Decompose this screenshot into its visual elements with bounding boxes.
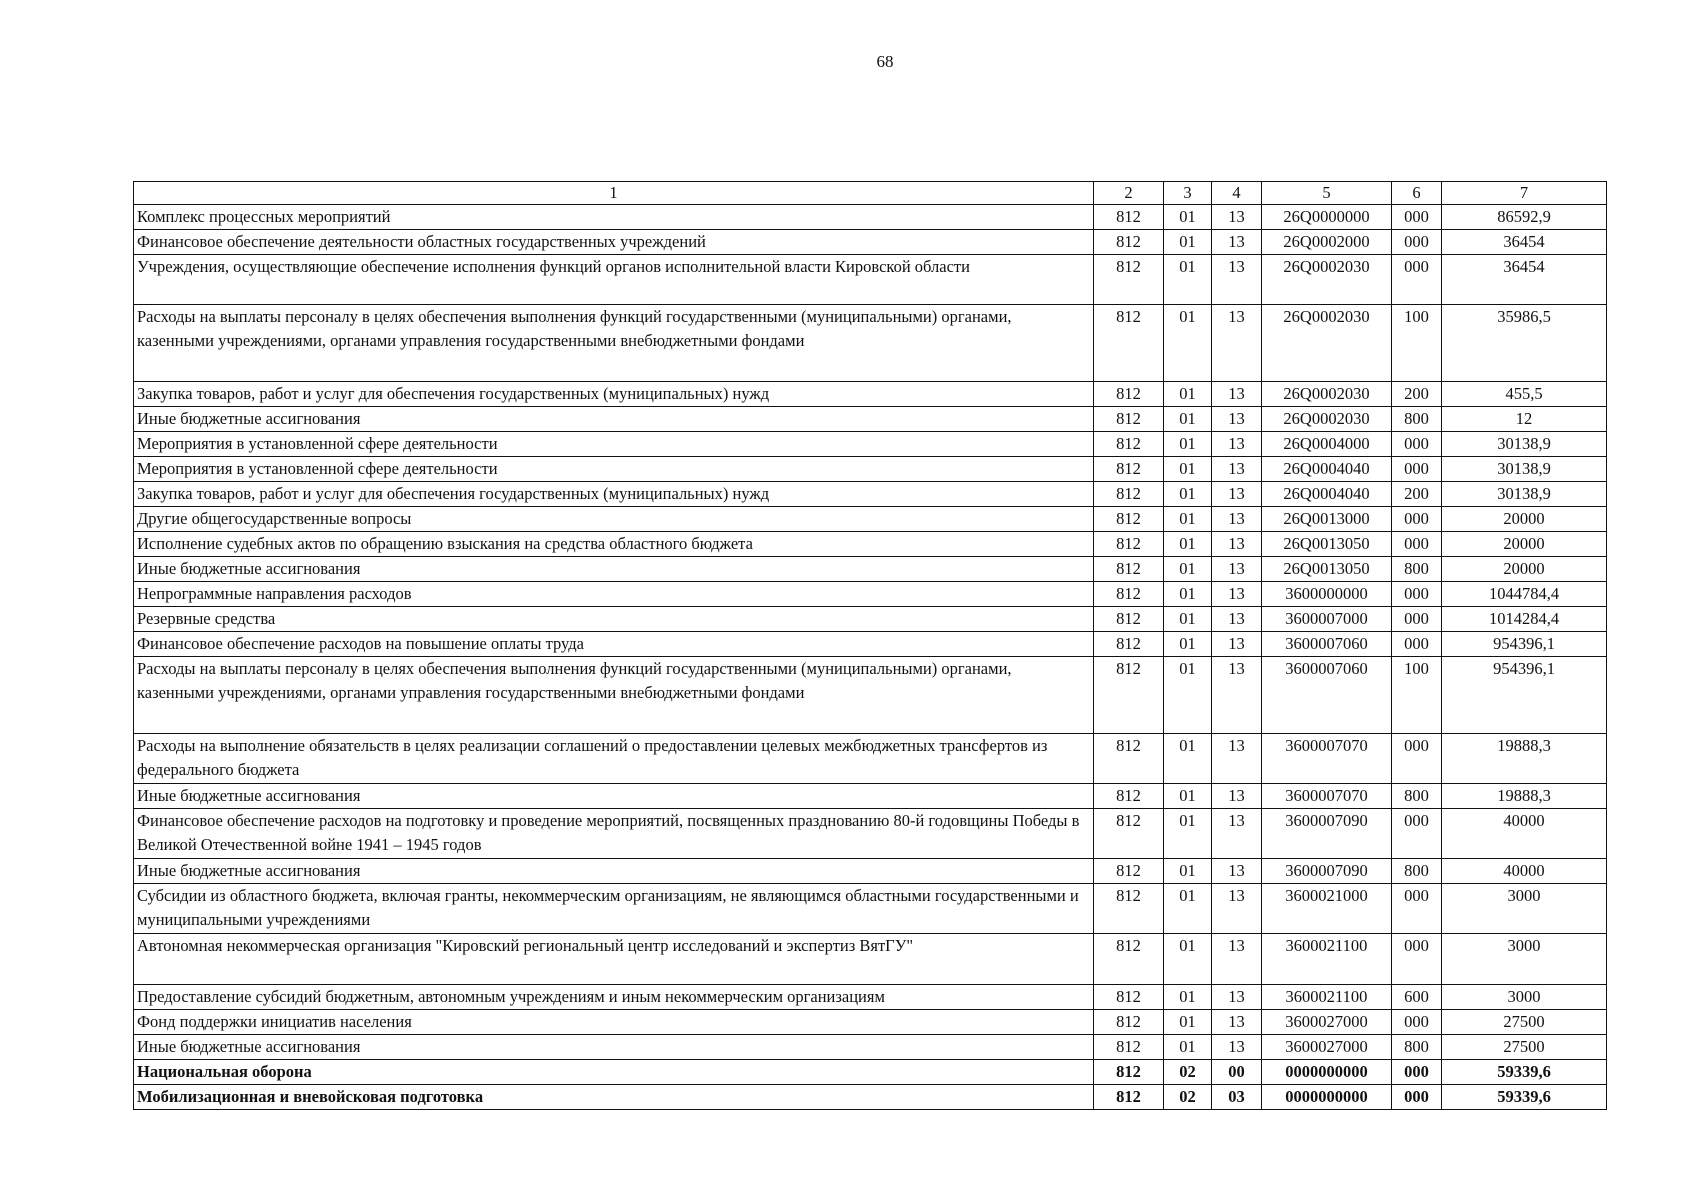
row-code-ministry: 812: [1094, 205, 1164, 230]
row-code-ministry: 812: [1094, 507, 1164, 532]
row-code-section: 01: [1164, 607, 1212, 632]
row-code-target: 0000000000: [1262, 1060, 1392, 1085]
row-name: Финансовое обеспечение деятельности областных государственных учреждений: [134, 230, 1094, 255]
row-code-section: 01: [1164, 507, 1212, 532]
row-code-subsection: 13: [1212, 1035, 1262, 1060]
row-name: Расходы на выплаты персоналу в целях обеспечения выполнения функций государственными (муниципальными) органами, казенными учреждениями, органами управления государственными внебюджетными фондами: [134, 657, 1094, 734]
row-amount: 59339,6: [1442, 1060, 1607, 1085]
table-row: [134, 934, 1607, 985]
row-amount: 1014284,4: [1442, 607, 1607, 632]
header-row: [134, 182, 1607, 205]
row-name: Иные бюджетные ассигнования: [134, 784, 1094, 809]
row-code-target: 26Q0002030: [1262, 407, 1392, 432]
row-code-ministry: 812: [1094, 859, 1164, 884]
row-code-expense-type: 000: [1392, 734, 1442, 784]
row-amount: 3000: [1442, 985, 1607, 1010]
row-code-ministry: 812: [1094, 1060, 1164, 1085]
row-name: Исполнение судебных актов по обращению взыскания на средства областного бюджета: [134, 532, 1094, 557]
row-code-target: 3600021100: [1262, 934, 1392, 985]
row-name: Субсидии из областного бюджета, включая гранты, некоммерческим организациям, не являющимся областными государственными и муниципальными учреждениями: [134, 884, 1094, 934]
row-code-expense-type: 000: [1392, 432, 1442, 457]
row-name: Иные бюджетные ассигнования: [134, 1035, 1094, 1060]
row-code-section: 01: [1164, 657, 1212, 734]
table-row: [134, 482, 1607, 507]
row-code-target: 26Q0002030: [1262, 255, 1392, 305]
row-code-subsection: 13: [1212, 884, 1262, 934]
row-code-subsection: 13: [1212, 482, 1262, 507]
row-name: Мобилизационная и вневойсковая подготовка: [134, 1085, 1094, 1110]
row-amount: 30138,9: [1442, 432, 1607, 457]
row-code-ministry: 812: [1094, 432, 1164, 457]
row-code-section: 01: [1164, 809, 1212, 859]
table-row: [134, 557, 1607, 582]
header-col-1: 1: [134, 182, 1094, 205]
row-amount: 35986,5: [1442, 305, 1607, 382]
row-code-ministry: 812: [1094, 532, 1164, 557]
row-code-target: 3600007060: [1262, 632, 1392, 657]
row-code-subsection: 13: [1212, 507, 1262, 532]
row-code-subsection: 13: [1212, 432, 1262, 457]
row-code-expense-type: 000: [1392, 205, 1442, 230]
row-code-target: 26Q0000000: [1262, 205, 1392, 230]
header-col-7: 7: [1442, 182, 1607, 205]
header-col-4: 4: [1212, 182, 1262, 205]
table-row: [134, 985, 1607, 1010]
row-amount: 86592,9: [1442, 205, 1607, 230]
row-code-section: 01: [1164, 457, 1212, 482]
row-code-ministry: 812: [1094, 985, 1164, 1010]
row-code-section: 01: [1164, 255, 1212, 305]
row-amount: 20000: [1442, 557, 1607, 582]
row-code-target: 3600007090: [1262, 809, 1392, 859]
row-code-expense-type: 200: [1392, 482, 1442, 507]
row-code-ministry: 812: [1094, 1010, 1164, 1035]
table-row: [134, 657, 1607, 734]
row-code-section: 01: [1164, 407, 1212, 432]
row-name: Иные бюджетные ассигнования: [134, 407, 1094, 432]
row-amount: 3000: [1442, 934, 1607, 985]
row-name: Расходы на выплаты персоналу в целях обеспечения выполнения функций государственными (муниципальными) органами, казенными учреждениями, органами управления государственными внебюджетными фондами: [134, 305, 1094, 382]
page-number: 68: [876, 52, 894, 71]
row-code-ministry: 812: [1094, 632, 1164, 657]
table-row: [134, 507, 1607, 532]
row-code-expense-type: 600: [1392, 985, 1442, 1010]
row-code-target: 3600021100: [1262, 985, 1392, 1010]
row-code-target: 26Q0002000: [1262, 230, 1392, 255]
row-code-subsection: 13: [1212, 784, 1262, 809]
table-row: [134, 582, 1607, 607]
row-name: Предоставление субсидий бюджетным, автономным учреждениям и иным некоммерческим организациям: [134, 985, 1094, 1010]
row-code-ministry: 812: [1094, 382, 1164, 407]
row-code-ministry: 812: [1094, 482, 1164, 507]
row-code-section: 01: [1164, 734, 1212, 784]
row-code-expense-type: 000: [1392, 884, 1442, 934]
row-code-expense-type: 100: [1392, 305, 1442, 382]
row-code-expense-type: 800: [1392, 557, 1442, 582]
row-code-expense-type: 000: [1392, 1085, 1442, 1110]
table-row: [134, 1010, 1607, 1035]
row-code-ministry: 812: [1094, 557, 1164, 582]
row-code-section: 01: [1164, 934, 1212, 985]
row-amount: 1044784,4: [1442, 582, 1607, 607]
row-name: Комплекс процессных мероприятий: [134, 205, 1094, 230]
row-code-section: 01: [1164, 582, 1212, 607]
table-row: [134, 230, 1607, 255]
row-name: Другие общегосударственные вопросы: [134, 507, 1094, 532]
row-code-target: 26Q0004040: [1262, 482, 1392, 507]
row-code-subsection: 13: [1212, 934, 1262, 985]
row-code-expense-type: 100: [1392, 657, 1442, 734]
row-code-ministry: 812: [1094, 884, 1164, 934]
row-code-section: 01: [1164, 557, 1212, 582]
row-code-target: 26Q0013050: [1262, 532, 1392, 557]
row-code-expense-type: 800: [1392, 859, 1442, 884]
table-row: [134, 884, 1607, 934]
row-code-section: 01: [1164, 205, 1212, 230]
row-code-target: 3600007070: [1262, 784, 1392, 809]
row-code-expense-type: 200: [1392, 382, 1442, 407]
table-row: [134, 457, 1607, 482]
row-name: Закупка товаров, работ и услуг для обеспечения государственных (муниципальных) нужд: [134, 382, 1094, 407]
row-code-expense-type: 000: [1392, 1010, 1442, 1035]
row-code-subsection: 13: [1212, 205, 1262, 230]
table-row: [134, 632, 1607, 657]
row-code-ministry: 812: [1094, 457, 1164, 482]
row-code-section: 01: [1164, 1010, 1212, 1035]
row-code-target: 3600007000: [1262, 607, 1392, 632]
row-amount: 20000: [1442, 532, 1607, 557]
table-row: [134, 1085, 1607, 1110]
row-code-expense-type: 000: [1392, 582, 1442, 607]
row-code-expense-type: 800: [1392, 784, 1442, 809]
row-code-ministry: 812: [1094, 305, 1164, 382]
row-name: Иные бюджетные ассигнования: [134, 859, 1094, 884]
row-code-subsection: 03: [1212, 1085, 1262, 1110]
row-code-section: 01: [1164, 1035, 1212, 1060]
row-amount: 954396,1: [1442, 632, 1607, 657]
row-name: Автономная некоммерческая организация "Кировский региональный центр исследований и экспертиз ВятГУ": [134, 934, 1094, 985]
budget-table: [133, 181, 1607, 1110]
row-code-subsection: 13: [1212, 1010, 1262, 1035]
row-code-expense-type: 000: [1392, 934, 1442, 985]
row-code-section: 01: [1164, 482, 1212, 507]
row-code-section: 01: [1164, 859, 1212, 884]
row-name: Мероприятия в установленной сфере деятельности: [134, 457, 1094, 482]
row-name: Закупка товаров, работ и услуг для обеспечения государственных (муниципальных) нужд: [134, 482, 1094, 507]
row-code-target: 26Q0004000: [1262, 432, 1392, 457]
row-code-subsection: 13: [1212, 557, 1262, 582]
row-code-section: 01: [1164, 382, 1212, 407]
row-name: Финансовое обеспечение расходов на подготовку и проведение мероприятий, посвященных празднованию 80-й годовщины Победы в Великой Отечественной войне 1941 – 1945 годов: [134, 809, 1094, 859]
row-code-target: 3600027000: [1262, 1010, 1392, 1035]
table-row: [134, 205, 1607, 230]
row-amount: 59339,6: [1442, 1085, 1607, 1110]
row-code-target: 26Q0013000: [1262, 507, 1392, 532]
table-row: [134, 784, 1607, 809]
row-code-subsection: 00: [1212, 1060, 1262, 1085]
row-code-target: 3600000000: [1262, 582, 1392, 607]
row-code-subsection: 13: [1212, 305, 1262, 382]
header-col-2: 2: [1094, 182, 1164, 205]
table-row: [134, 305, 1607, 382]
row-code-target: 0000000000: [1262, 1085, 1392, 1110]
table-row: [134, 382, 1607, 407]
row-code-subsection: 13: [1212, 985, 1262, 1010]
row-code-expense-type: 000: [1392, 1060, 1442, 1085]
row-code-target: 3600007060: [1262, 657, 1392, 734]
row-code-ministry: 812: [1094, 230, 1164, 255]
row-code-target: 3600021000: [1262, 884, 1392, 934]
row-code-subsection: 13: [1212, 809, 1262, 859]
row-code-section: 02: [1164, 1060, 1212, 1085]
row-amount: 3000: [1442, 884, 1607, 934]
row-code-section: 01: [1164, 305, 1212, 382]
header-col-6: 6: [1392, 182, 1442, 205]
table-row: [134, 809, 1607, 859]
table-row: [134, 255, 1607, 305]
row-code-subsection: 13: [1212, 657, 1262, 734]
table-row: [134, 1060, 1607, 1085]
row-amount: 19888,3: [1442, 734, 1607, 784]
row-code-section: 01: [1164, 985, 1212, 1010]
row-code-section: 01: [1164, 230, 1212, 255]
row-code-expense-type: 000: [1392, 532, 1442, 557]
row-code-subsection: 13: [1212, 457, 1262, 482]
row-code-subsection: 13: [1212, 632, 1262, 657]
row-amount: 19888,3: [1442, 784, 1607, 809]
row-code-ministry: 812: [1094, 809, 1164, 859]
row-code-section: 01: [1164, 632, 1212, 657]
row-amount: 27500: [1442, 1035, 1607, 1060]
row-amount: 30138,9: [1442, 482, 1607, 507]
row-amount: 455,5: [1442, 382, 1607, 407]
row-name: Непрограммные направления расходов: [134, 582, 1094, 607]
row-code-expense-type: 000: [1392, 632, 1442, 657]
row-code-target: 26Q0004040: [1262, 457, 1392, 482]
row-code-subsection: 13: [1212, 582, 1262, 607]
row-name: Мероприятия в установленной сфере деятельности: [134, 432, 1094, 457]
row-amount: 954396,1: [1442, 657, 1607, 734]
row-code-ministry: 812: [1094, 934, 1164, 985]
row-code-subsection: 13: [1212, 859, 1262, 884]
table-row: [134, 1035, 1607, 1060]
row-code-ministry: 812: [1094, 255, 1164, 305]
row-code-section: 01: [1164, 532, 1212, 557]
table-row: [134, 734, 1607, 784]
table-row: [134, 407, 1607, 432]
row-code-subsection: 13: [1212, 230, 1262, 255]
row-code-expense-type: 000: [1392, 809, 1442, 859]
table-row: [134, 432, 1607, 457]
row-amount: 12: [1442, 407, 1607, 432]
row-code-section: 01: [1164, 884, 1212, 934]
row-code-ministry: 812: [1094, 582, 1164, 607]
row-code-section: 01: [1164, 784, 1212, 809]
row-code-ministry: 812: [1094, 657, 1164, 734]
row-name: Учреждения, осуществляющие обеспечение исполнения функций органов исполнительной власти Кировской области: [134, 255, 1094, 305]
row-amount: 27500: [1442, 1010, 1607, 1035]
row-code-section: 01: [1164, 432, 1212, 457]
row-code-subsection: 13: [1212, 407, 1262, 432]
row-code-subsection: 13: [1212, 382, 1262, 407]
row-code-subsection: 13: [1212, 734, 1262, 784]
row-code-expense-type: 800: [1392, 1035, 1442, 1060]
row-amount: 40000: [1442, 809, 1607, 859]
row-amount: 30138,9: [1442, 457, 1607, 482]
row-amount: 36454: [1442, 255, 1607, 305]
row-code-target: 3600027000: [1262, 1035, 1392, 1060]
table-row: [134, 607, 1607, 632]
row-code-expense-type: 000: [1392, 607, 1442, 632]
row-code-ministry: 812: [1094, 734, 1164, 784]
table-row: [134, 859, 1607, 884]
row-code-subsection: 13: [1212, 255, 1262, 305]
row-amount: 20000: [1442, 507, 1607, 532]
row-name: Расходы на выполнение обязательств в целях реализации соглашений о предоставлении целевых межбюджетных трансфертов из федерального бюджета: [134, 734, 1094, 784]
row-code-target: 3600007070: [1262, 734, 1392, 784]
row-code-ministry: 812: [1094, 784, 1164, 809]
row-code-subsection: 13: [1212, 532, 1262, 557]
row-amount: 40000: [1442, 859, 1607, 884]
row-code-target: 3600007090: [1262, 859, 1392, 884]
row-code-ministry: 812: [1094, 1085, 1164, 1110]
row-code-expense-type: 000: [1392, 507, 1442, 532]
row-name: Фонд поддержки инициатив населения: [134, 1010, 1094, 1035]
row-code-ministry: 812: [1094, 607, 1164, 632]
row-code-ministry: 812: [1094, 407, 1164, 432]
row-code-subsection: 13: [1212, 607, 1262, 632]
row-code-expense-type: 000: [1392, 457, 1442, 482]
row-amount: 36454: [1442, 230, 1607, 255]
row-code-section: 02: [1164, 1085, 1212, 1110]
row-name: Национальная оборона: [134, 1060, 1094, 1085]
row-name: Иные бюджетные ассигнования: [134, 557, 1094, 582]
header-col-5: 5: [1262, 182, 1392, 205]
row-code-expense-type: 000: [1392, 255, 1442, 305]
row-code-target: 26Q0013050: [1262, 557, 1392, 582]
table-row: [134, 532, 1607, 557]
row-code-target: 26Q0002030: [1262, 305, 1392, 382]
header-col-3: 3: [1164, 182, 1212, 205]
row-code-ministry: 812: [1094, 1035, 1164, 1060]
row-name: Резервные средства: [134, 607, 1094, 632]
row-name: Финансовое обеспечение расходов на повышение оплаты труда: [134, 632, 1094, 657]
row-code-expense-type: 000: [1392, 230, 1442, 255]
row-code-target: 26Q0002030: [1262, 382, 1392, 407]
row-code-expense-type: 800: [1392, 407, 1442, 432]
